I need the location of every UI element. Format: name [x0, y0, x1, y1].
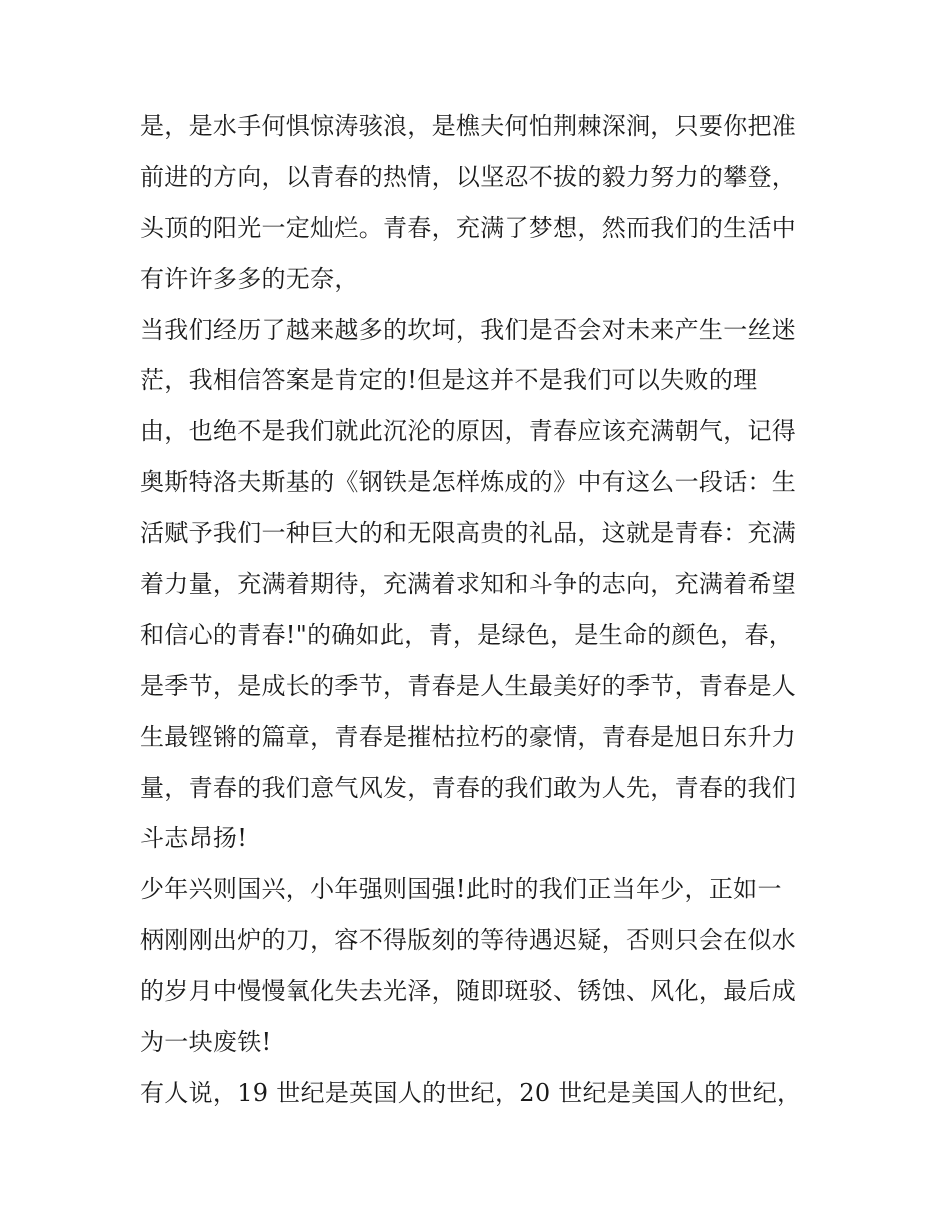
text-line: 有许许多多的无奈， — [140, 264, 359, 293]
text-line: 前进的方向，以青春的热情，以坚忍不拔的毅力努力的攀登， — [140, 162, 797, 191]
text-line: 活赋予我们一种巨大的和无限高贵的礼品，这就是青春：充满 — [140, 519, 797, 548]
text-line: 奥斯特洛夫斯基的《钢铁是怎样炼成的》中有这么一段话：生 — [140, 468, 797, 497]
text-line: 由，也绝不是我们就此沉沦的原因，青春应该充满朝气，记得 — [140, 417, 797, 446]
text-line: 有人说，19 世纪是英国人的世纪，20 世纪是美国人的世纪， — [140, 1078, 802, 1107]
text-line: 茫，我相信答案是肯定的!但是这并不是我们可以失败的理 — [140, 366, 758, 395]
text-line: 着力量，充满着期待，充满着求知和斗争的志向，充满着希望 — [140, 570, 797, 599]
text-line: 斗志昂扬! — [140, 824, 248, 853]
text-line: 是季节，是成长的季节，青春是人生最美好的季节，青春是人 — [140, 671, 797, 700]
text-line: 少年兴则国兴，小年强则国强!此时的我们正当年少，正如一 — [140, 875, 782, 904]
text-line: 是，是水手何惧惊涛骇浪，是樵夫何怕荆棘深涧，只要你把准 — [140, 112, 797, 140]
text-line: 当我们经历了越来越多的坎坷，我们是否会对未来产生一丝迷 — [140, 315, 797, 344]
text-line: 的岁月中慢慢氧化失去光泽，随即斑驳、锈蚀、风化，最后成 — [140, 977, 797, 1006]
body-text — [140, 101, 840, 1119]
text-line: 生最铿锵的篇章，青春是摧枯拉朽的豪情，青春是旭日东升力 — [140, 722, 797, 751]
text-line: 为一块废铁! — [140, 1028, 272, 1057]
text-line: 量，青春的我们意气风发，青春的我们敢为人先，青春的我们 — [140, 773, 797, 802]
text-line: 头顶的阳光一定灿烂。青春，充满了梦想，然而我们的生活中 — [140, 213, 797, 242]
text-line: 柄刚刚出炉的刀，容不得版刻的等待遇迟疑，否则只会在似水 — [140, 926, 797, 955]
text-line: 和信心的青春!"的确如此，青，是绿色，是生命的颜色，春， — [140, 620, 794, 649]
